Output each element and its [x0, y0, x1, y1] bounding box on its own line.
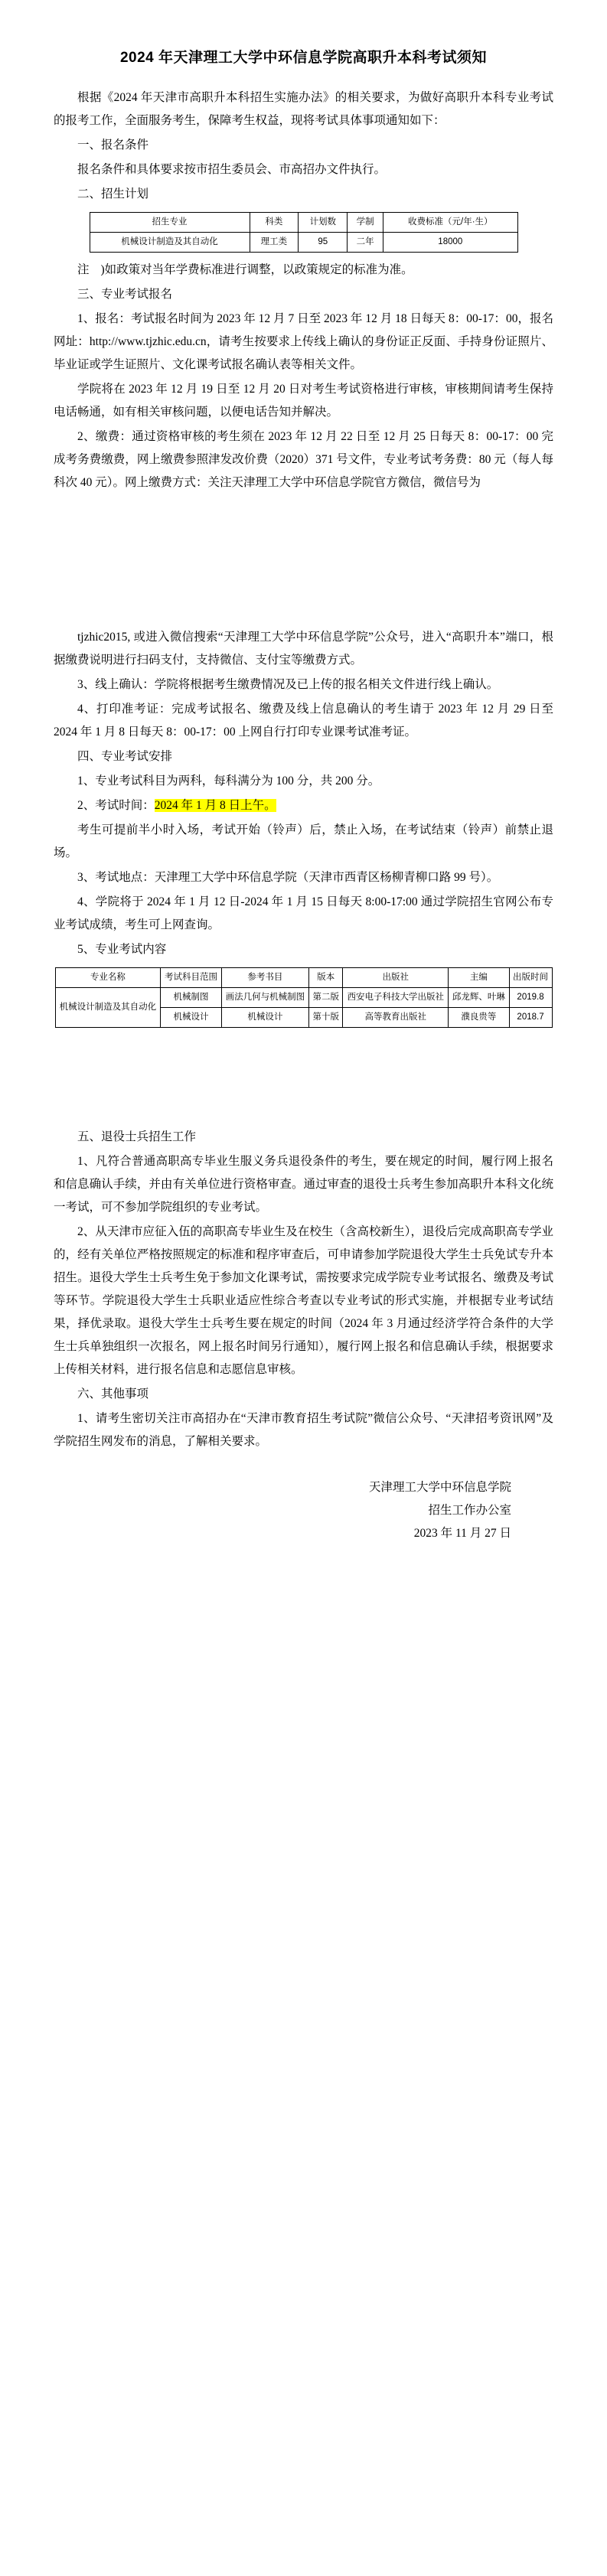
- veteran-paragraph-1: 1、凡符合普通高职高专毕业生服义务兵退役条件的考生，要在规定的时间，履行网上报名和信息确认手续，并由有关单位进行资格审查。通过审查的退役士兵考生参加高职升本科文化统一考试，可不参加学院组织的专业考试。: [54, 1155, 553, 1214]
- registration-paragraph-4: tjzhic2015, 或进入微信搜索“天津理工大学中环信息学院”公众号，进入“高职升本”端口，根据缴费说明进行扫码支付，支持微信、支付宝等缴费方式。: [54, 631, 553, 667]
- cell-quota: 95: [299, 233, 348, 253]
- intro-paragraph-1: 根据《2024 年天津市高职升本科招生实施办法》的相关要求，为做好高职升本科专业考试的报考工作，全面服务考生，保障考生权益，现将考试具体事项通知如下：: [54, 91, 553, 127]
- registration-paragraph-5: 3、线上确认：学院将根据考生缴费情况及已上传的报名相关文件进行线上确认。: [77, 678, 499, 691]
- section-heading-exam-arrangement: 四、专业考试安排: [77, 750, 173, 763]
- page-break-gap-2: [54, 1034, 553, 1126]
- other-matters-paragraph-1: 1、请考生密切关注市高招办在“天津市教育招生考试院”微信公众号、“天津招考资讯网”及学院招生网发布的消息，了解相关要求。: [54, 1412, 553, 1448]
- registration-paragraph-3: 2、缴费：通过资格审核的考生须在 2023 年 12 月 22 日至 12 月 25 日每天 8：00-17：00 完成考务费缴费，网上缴费参照津发改价费（2020）371 号文件，专业考试考务费：80 元（每人每科次 40 元）。网上缴费方式：关注天津理工大学中环信息学院官方微信，微信号为: [54, 430, 553, 489]
- col-edition: 版本: [309, 968, 343, 988]
- cell-reference-book: 画法几何与机械制图: [221, 988, 308, 1008]
- intro-paragraph-2: 报名条件和具体要求按市招生委员会、市高招办文件执行。: [77, 163, 387, 176]
- veteran-paragraph-2: 2、从天津市应征入伍的高职高专毕业生及在校生（含高校新生），退役后完成高职高专学业的，经有关单位严格按照规定的标准和程序审查后，可申请参加学院退役大学生士兵免试专升本招生。退役大学生士兵考生免于参加文化课考试，需按要求完成学院专业考试报名、缴费及考试等环节。学院退役大学生士兵职业适应性综合考查以专业考试的形式实施，并根据专业考试结果，择优录取。退役大学生士兵考生要在规定的时间（2024 年 3 月通过经济学符合条件的大学生士兵单独组织一次报名，网上报名时间另行通知），履行网上报名和信息确认手续，根据要求上传相关材料，进行报名信息和志愿信息审核。: [54, 1225, 553, 1376]
- page-break-gap-1: [54, 496, 553, 626]
- exam-content-table: [55, 967, 553, 1028]
- arrangement-paragraph-1: 1、专业考试科目为两科，每科满分为 100 分，共 200 分。: [77, 774, 380, 787]
- cell-subject-scope: 机械制图: [161, 988, 221, 1008]
- cell-publish-date: 2018.7: [509, 1008, 552, 1028]
- col-subject-scope: 考试科目范围: [161, 968, 221, 988]
- section-heading-other-matters: 六、其他事项: [77, 1387, 149, 1400]
- cell-subject-scope: 机械设计: [161, 1008, 221, 1028]
- cell-publish-date: 2019.8: [509, 988, 552, 1008]
- col-quota: 计划数: [299, 213, 348, 233]
- cell-editor: 邱龙辉、叶琳: [449, 988, 509, 1008]
- plan-table-note: 注ᅟ)如政策对当年学费标准进行调整，以政策规定的标准为准。: [77, 263, 413, 276]
- table-row: [55, 988, 552, 1008]
- cell-duration: 二年: [348, 233, 383, 253]
- registration-paragraph-1: 1、报名：考试报名时间为 2023 年 12 月 7 日至 2023 年 12 月 18 日每天 8：00-17：00，报名网址：http://www.tjzhic.edu.cn，请考生按要求上传线上确认的身份证正反面、手持身份证照片、毕业证或学生证照片、文化课考试报名确认表等相关文件。: [54, 312, 553, 371]
- col-category: 科类: [250, 213, 299, 233]
- cell-publisher: 高等教育出版社: [343, 1008, 449, 1028]
- cell-major-name: 机械设计制造及其自动化: [55, 988, 161, 1028]
- section-heading-exam-registration: 三、专业考试报名: [77, 288, 173, 301]
- arrangement-paragraph-2: 考生可提前半小时入场，考试开始（铃声）后，禁止入场，在考试结束（铃声）前禁止退场。: [54, 823, 553, 859]
- page-title: 2024 年天津理工大学中环信息学院高职升本科考试须知: [119, 50, 488, 66]
- signature-date: 2023 年 11 月 27 日: [413, 1527, 511, 1540]
- signature-organization: 天津理工大学中环信息学院: [368, 1481, 511, 1494]
- col-fee: 收费标准（元/年·生）: [383, 213, 517, 233]
- section-heading-enrollment-plan: 二、招生计划: [77, 187, 149, 201]
- arrangement-paragraph-3: 3、考试地点：天津理工大学中环信息学院（天津市西青区杨柳青柳口路 99 号）。: [77, 871, 499, 884]
- cell-editor: 濮良贵等: [449, 1008, 509, 1028]
- exam-time-value: 2024 年 1 月 8 日上午。: [154, 799, 276, 812]
- arrangement-paragraph-4: 4、学院将于 2024 年 1 月 12 日-2024 年 1 月 15 日每天 8:00-17:00 通过学院招生官网公布专业考试成绩，考生可上网查询。: [54, 895, 553, 931]
- enrollment-plan-table: [90, 212, 518, 253]
- col-editor: 主编: [449, 968, 509, 988]
- registration-paragraph-6: 4、打印准考证：完成考试报名、缴费及线上信息确认的考生请于 2023 年 12 月 29 日至 2024 年 1 月 8 日每天 8：00-17：00 上网自行打印专业课考试准考证。: [54, 703, 553, 739]
- arrangement-exam-time-line: [54, 794, 553, 817]
- cell-edition: 第二版: [309, 988, 343, 1008]
- section-heading-veteran-enrollment: 五、退役士兵招生工作: [77, 1130, 197, 1143]
- col-major-name: 专业名称: [55, 968, 161, 988]
- col-publish-date: 出版时间: [509, 968, 552, 988]
- col-major: 招生专业: [90, 213, 250, 233]
- cell-reference-book: 机械设计: [221, 1008, 308, 1028]
- arrangement-paragraph-5: 5、专业考试内容: [77, 943, 167, 956]
- section-heading-enrollment-conditions: 一、报名条件: [77, 139, 149, 152]
- col-reference-book: 参考书目: [221, 968, 308, 988]
- registration-paragraph-2: 学院将在 2023 年 12 月 19 日至 12 月 20 日对考生考试资格进行审核，审核期间请考生保持电话畅通，如有相关审核问题，以便电话告知并解决。: [54, 383, 553, 419]
- cell-major: 机械设计制造及其自动化: [90, 233, 250, 253]
- col-publisher: 出版社: [343, 968, 449, 988]
- cell-publisher: 西安电子科技大学出版社: [343, 988, 449, 1008]
- cell-edition: 第十版: [309, 1008, 343, 1028]
- table-header-row: [90, 213, 517, 233]
- cell-category: 理工类: [250, 233, 299, 253]
- table-row: [90, 233, 517, 253]
- exam-time-label: 2、考试时间：: [77, 799, 155, 812]
- col-duration: 学制: [348, 213, 383, 233]
- signature-block: [54, 1476, 553, 1545]
- table-header-row: [55, 968, 552, 988]
- cell-fee: 18000: [383, 233, 517, 253]
- signature-office: 招生工作办公室: [428, 1504, 511, 1517]
